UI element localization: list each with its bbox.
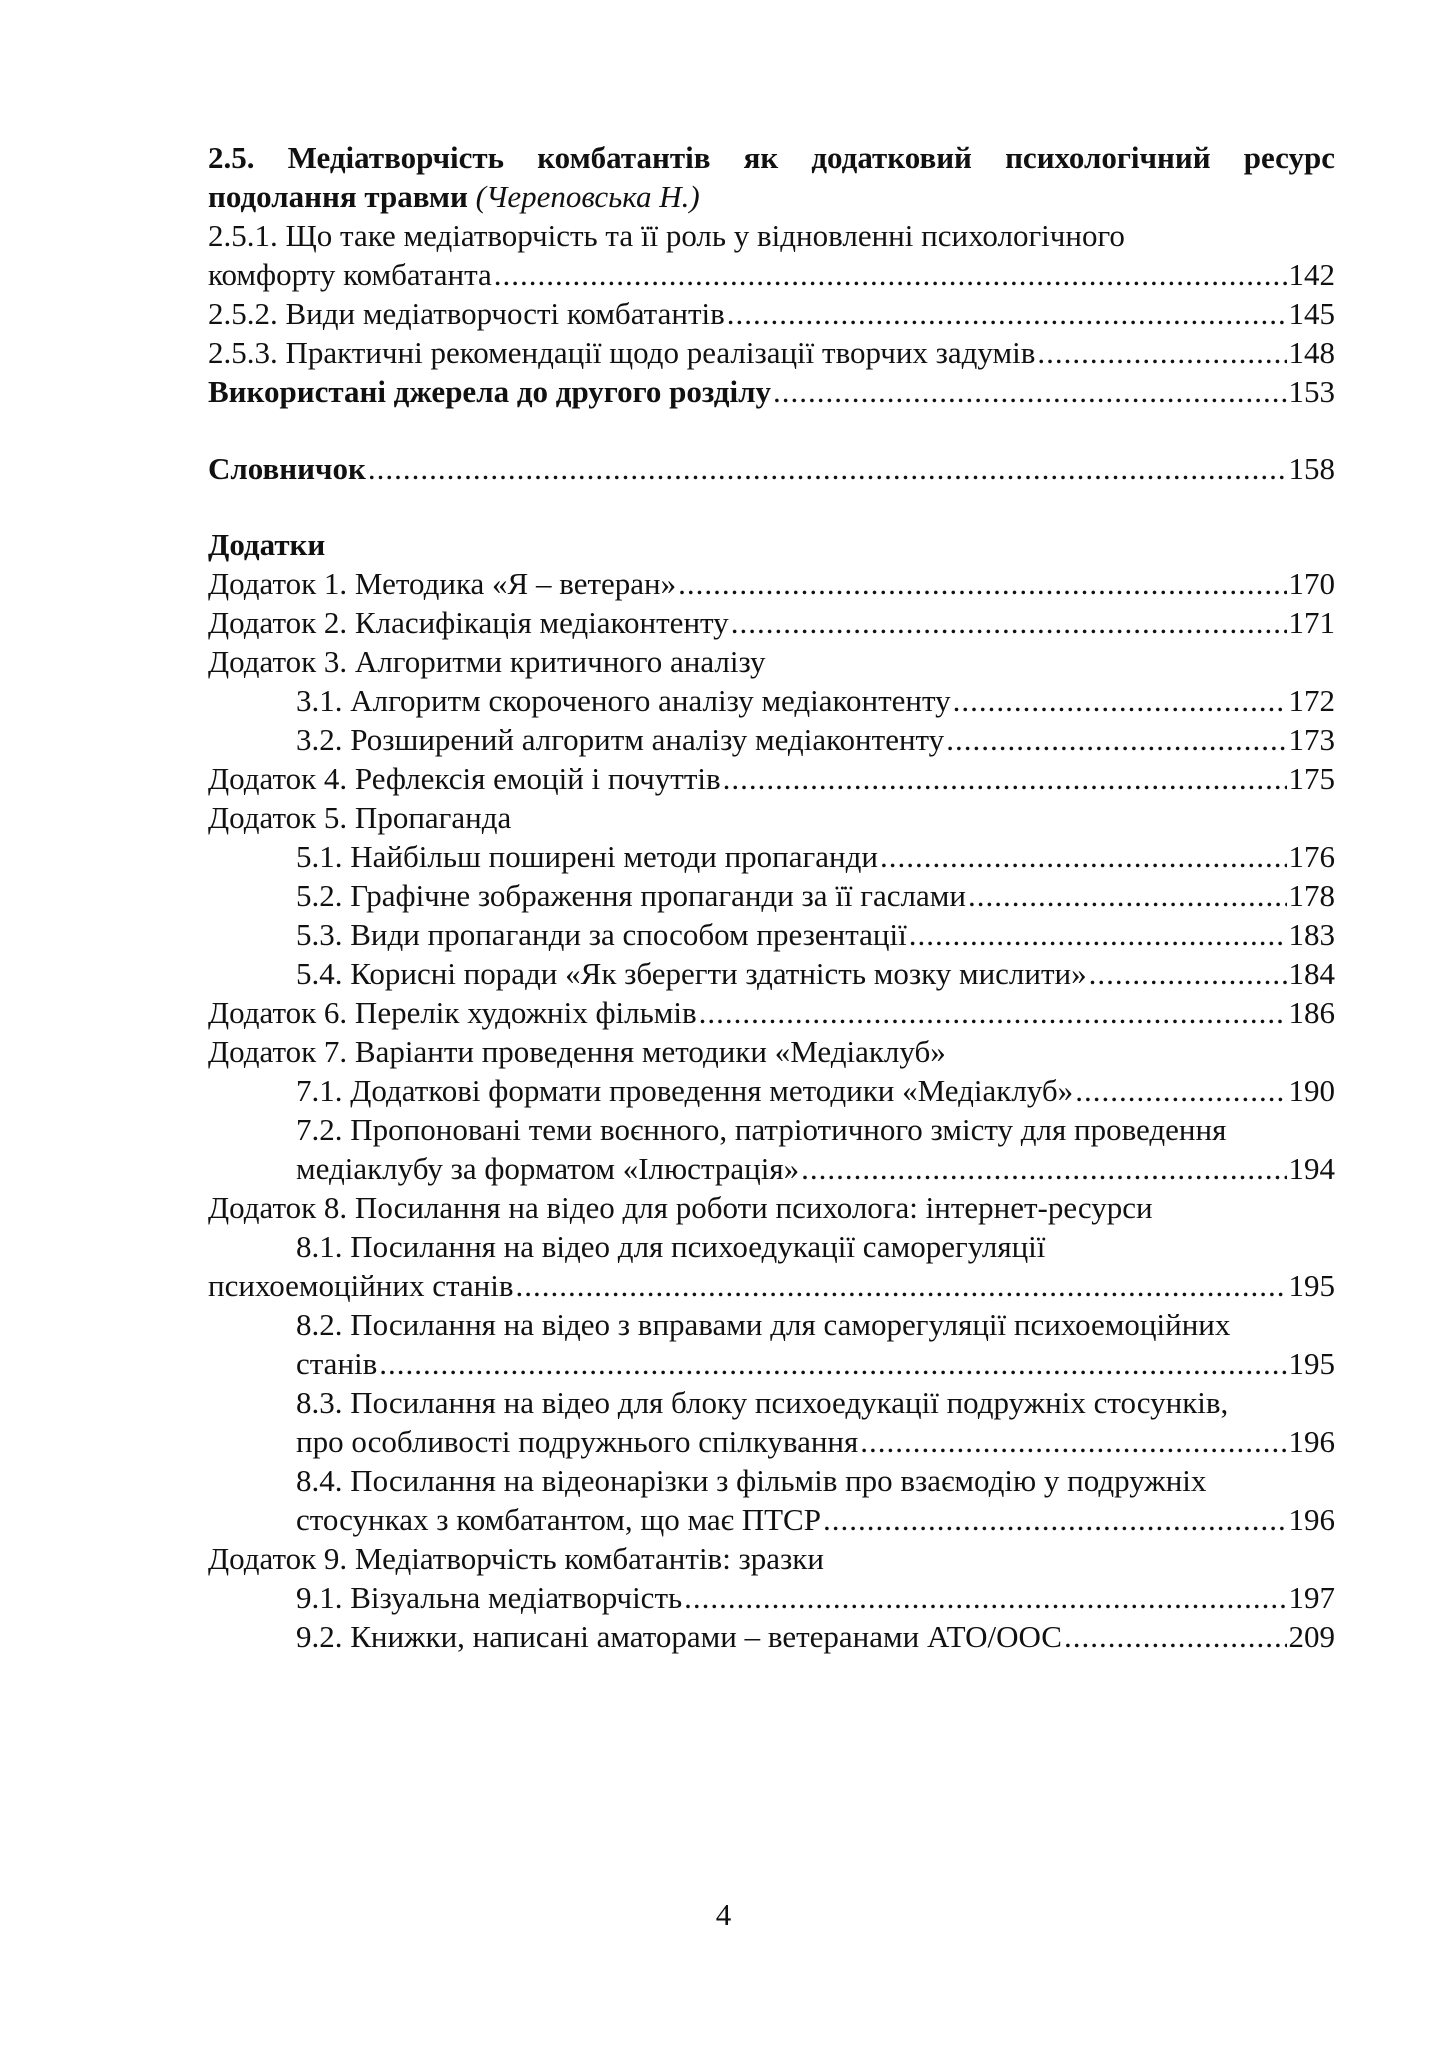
leader-dots	[1089, 954, 1287, 993]
toc-appendix-8-1-line1: 8.1. Посилання на відео для психоедукації саморегуляції	[296, 1229, 1046, 1264]
toc-appendix-7-2-line1: 7.2. Пропоновані теми воєнного, патріотичного змісту для проведення	[296, 1112, 1227, 1147]
toc-entry-text: 2.5.3. Практичні рекомендації щодо реалізації творчих задумів	[208, 335, 1036, 370]
toc-page-number: 175	[1288, 761, 1335, 796]
leader-dots	[699, 993, 1287, 1032]
toc-entry-text: 5.2. Графічне зображення пропаганди за її гаслами	[296, 878, 966, 913]
leader-dots	[801, 1149, 1286, 1188]
toc-appendix-8-2-line1: 8.2. Посилання на відео з вправами для саморегуляції психоемоційних	[296, 1307, 1231, 1342]
toc-entry-text: 9.2. Книжки, написані аматорами – ветеранами АТО/ООС	[296, 1619, 1062, 1654]
leader-dots	[678, 564, 1286, 603]
toc-appendix-8-1	[208, 1266, 1335, 1305]
toc-appendix-7-1	[208, 1071, 1335, 1110]
toc-entry-text: 3.1. Алгоритм скороченого аналізу медіаконтенту	[296, 683, 951, 718]
toc-page-number: 172	[1288, 683, 1335, 718]
toc-appendix-8-3-line1: 8.3. Посилання на відео для блоку психоедукації подружніх стосунків,	[296, 1385, 1229, 1420]
toc-entry-2-5-2	[208, 294, 1335, 333]
appendices-heading: Додатки	[208, 527, 326, 562]
toc-entry-text: медіаклубу за форматом «Ілюстрація»	[296, 1151, 800, 1186]
leader-dots	[516, 1266, 1287, 1305]
toc-entry-text: Словничок	[208, 451, 366, 486]
leader-dots	[823, 1500, 1287, 1539]
toc-page-number: 148	[1288, 335, 1335, 370]
toc-appendix-7-2	[208, 1149, 1335, 1188]
section-title-text: 2.5. Медіатворчість комбатантів як додатковий психологічний ресурс подолання травми	[208, 140, 1335, 214]
toc-entry-2-5-1-line1	[208, 216, 1335, 255]
toc-appendix-7: Додаток 7. Варіанти проведення методики «Медіаклуб»	[208, 1034, 946, 1069]
toc-page-number: 190	[1288, 1073, 1335, 1108]
toc-entry-glossary	[208, 449, 1335, 488]
toc-page-number: 197	[1288, 1580, 1335, 1615]
toc-entry-text: Додаток 2. Класифікація медіаконтенту	[208, 605, 729, 640]
toc-page-number: 142	[1288, 257, 1335, 292]
toc-entry-text: 7.1. Додаткові формати проведення методики «Медіаклуб»	[296, 1073, 1074, 1108]
leader-dots	[723, 759, 1287, 798]
section-title	[208, 138, 1335, 216]
toc-entry-text: психоемоційних станів	[208, 1268, 514, 1303]
toc-appendix-5-1	[208, 837, 1335, 876]
toc-entry-text: 5.3. Види пропаганди за способом презентації	[296, 917, 907, 952]
toc-entry-text: 2.5.1. Що таке медіатворчість та її роль у відновленні психологічного	[208, 218, 1125, 253]
toc-entry-text: стосунках з комбатантом, що має ПТСР	[296, 1502, 821, 1537]
toc-entry-text: 2.5.2. Види медіатворчості комбатантів	[208, 296, 725, 331]
toc-page-number: 171	[1288, 605, 1335, 640]
toc-appendix-3-2	[208, 720, 1335, 759]
leader-dots	[946, 720, 1286, 759]
toc-appendix-9: Додаток 9. Медіатворчість комбатантів: зразки	[208, 1541, 824, 1576]
leader-dots	[880, 837, 1287, 876]
toc-page-number: 173	[1288, 722, 1335, 757]
toc-page-number: 184	[1288, 956, 1335, 991]
toc-entry-text: Додаток 6. Перелік художніх фільмів	[208, 995, 697, 1030]
page-number: 4	[715, 1897, 732, 1932]
leader-dots	[968, 876, 1287, 915]
leader-dots	[860, 1422, 1286, 1461]
toc-entry-text: Додаток 4. Рефлексія емоцій і почуттів	[208, 761, 721, 796]
toc-page-number: 196	[1288, 1424, 1335, 1459]
leader-dots	[953, 681, 1287, 720]
toc-entry-text: станів	[296, 1346, 378, 1381]
toc-appendix-6	[208, 993, 1335, 1032]
leader-dots	[773, 372, 1287, 411]
section-title-author: (Череповська Н.)	[475, 179, 700, 214]
toc-appendix-3-1	[208, 681, 1335, 720]
leader-dots	[1064, 1617, 1287, 1656]
toc-appendix-5-4	[208, 954, 1335, 993]
leader-dots	[494, 255, 1287, 294]
toc-page-number: 195	[1288, 1346, 1335, 1381]
toc-entry-text: Використані джерела до другого розділу	[208, 374, 771, 409]
toc-entry-2-5-1	[208, 255, 1335, 294]
toc-page-number: 176	[1288, 839, 1335, 874]
toc-page-number: 195	[1288, 1268, 1335, 1303]
toc-page-number: 178	[1288, 878, 1335, 913]
leader-dots	[368, 449, 1287, 488]
leader-dots	[727, 294, 1287, 333]
leader-dots	[1037, 333, 1286, 372]
table-of-contents	[208, 138, 1335, 1656]
toc-appendix-8-3	[208, 1422, 1335, 1461]
toc-appendix-8-4-line1: 8.4. Посилання на відеонарізки з фільмів про взаємодію у подружніх	[296, 1463, 1207, 1498]
leader-dots	[379, 1344, 1286, 1383]
toc-appendix-8-2	[208, 1344, 1335, 1383]
toc-page-number: 194	[1288, 1151, 1335, 1186]
toc-page-number: 209	[1288, 1619, 1335, 1654]
leader-dots	[1075, 1071, 1286, 1110]
toc-appendix-4	[208, 759, 1335, 798]
toc-appendix-3: Додаток 3. Алгоритми критичного аналізу	[208, 644, 766, 679]
toc-appendix-8-4	[208, 1500, 1335, 1539]
toc-page-number: 186	[1288, 995, 1335, 1030]
leader-dots	[684, 1578, 1286, 1617]
toc-page-number: 153	[1288, 374, 1335, 409]
toc-entry-text: 5.1. Найбільш поширені методи пропаганди	[296, 839, 878, 874]
toc-entry-text: 9.1. Візуальна медіатворчість	[296, 1580, 683, 1615]
toc-entry-text: 3.2. Розширений алгоритм аналізу медіаконтенту	[296, 722, 945, 757]
toc-appendix-5-2	[208, 876, 1335, 915]
toc-page-number: 196	[1288, 1502, 1335, 1537]
toc-appendix-1	[208, 564, 1335, 603]
toc-page-number: 170	[1288, 566, 1335, 601]
toc-appendix-5: Додаток 5. Пропаганда	[208, 800, 512, 835]
leader-dots	[909, 915, 1287, 954]
toc-entry-text: 5.4. Корисні поради «Як зберегти здатність мозку мислити»	[296, 956, 1087, 991]
toc-page-number: 158	[1288, 451, 1335, 486]
toc-entry-text: комфорту комбатанта	[208, 257, 492, 292]
toc-appendix-9-2	[208, 1617, 1335, 1656]
toc-appendix-8: Додаток 8. Посилання на відео для роботи психолога: інтернет-ресурси	[208, 1190, 1153, 1225]
toc-appendix-2	[208, 603, 1335, 642]
toc-appendix-5-3	[208, 915, 1335, 954]
leader-dots	[731, 603, 1287, 642]
toc-entry-2-5-3	[208, 333, 1335, 372]
toc-entry-sources	[208, 372, 1335, 411]
toc-page-number: 145	[1288, 296, 1335, 331]
toc-entry-text: Додаток 1. Методика «Я – ветеран»	[208, 566, 677, 601]
toc-appendix-9-1	[208, 1578, 1335, 1617]
toc-page-number: 183	[1288, 917, 1335, 952]
toc-entry-text: про особливості подружнього спілкування	[296, 1424, 859, 1459]
